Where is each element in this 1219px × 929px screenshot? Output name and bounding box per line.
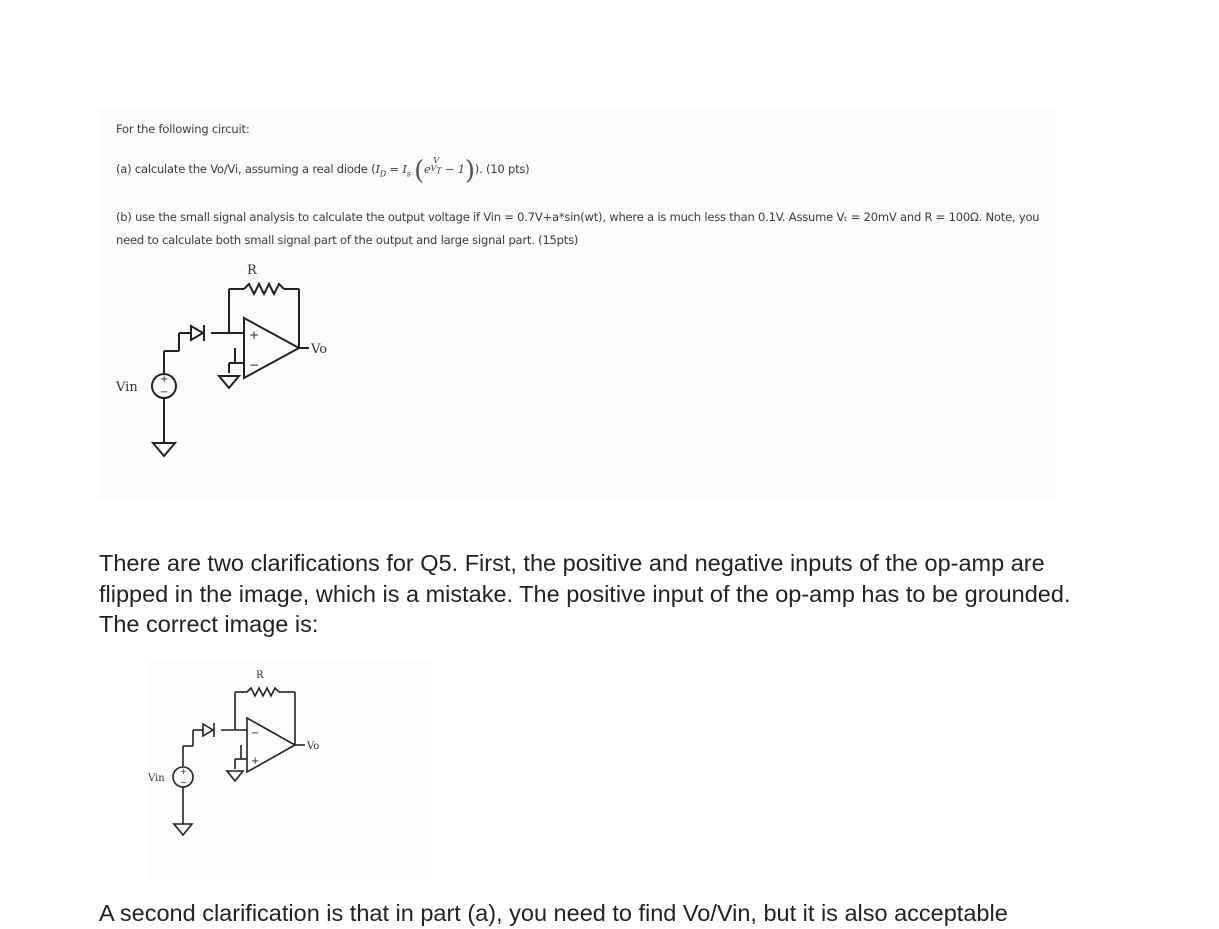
source-plus: + — [180, 767, 187, 776]
source-plus: + — [160, 374, 169, 385]
problem-figure — [99, 108, 1055, 500]
opamp-plus: + — [251, 756, 260, 767]
problem-intro: For the following circuit: — [116, 122, 250, 136]
input-label: Vin — [148, 773, 165, 784]
corrected-figure — [147, 660, 433, 880]
circuit-diagram-original — [99, 256, 359, 471]
ground-symbol-opamp — [227, 771, 243, 781]
input-label: Vin — [116, 380, 138, 395]
resistor-zigzag — [247, 688, 279, 696]
diode-symbol — [191, 326, 203, 340]
problem-part-a — [116, 156, 529, 186]
source-minus: − — [180, 778, 187, 787]
source-minus: − — [160, 387, 169, 398]
resistor-zigzag — [244, 284, 284, 294]
diode-formula: $I_D = I_s$ (eV $V_T - 1$) — [375, 156, 475, 186]
ground-symbol-opamp — [219, 376, 239, 388]
clarification-paragraph-2: A second clarification is that in part (a), you need to find Vo/Vin, but it is also acceptable — [99, 900, 1008, 926]
problem-part-b: (b) use the small signal analysis to calculate the output voltage if Vin = 0.7V+a*sin(wt), where a is much less than 0.1V. Assume Vₜ = 20mV and R = 100Ω. Note, you need to calculate both small signal part of the output and large signal part. (15pts) — [116, 210, 1040, 247]
opamp-minus: − — [249, 358, 260, 372]
output-label: Vo — [311, 342, 328, 357]
circuit-diagram-corrected — [147, 660, 433, 880]
part-a-prefix: (a) calculate the Vo/Vi, assuming a real diode ( — [116, 162, 376, 176]
opamp-minus: − — [251, 728, 260, 739]
clarification-paragraph: There are two clarifications for Q5. First, the positive and negative inputs of the op-amp are flipped in the image, which is a mistake. The positive input of the op-amp has to be grounded. The correct image is: — [99, 550, 1071, 637]
ground-symbol — [153, 443, 175, 456]
resistor-label: R — [247, 263, 257, 278]
resistor-label: R — [256, 670, 264, 681]
part-a-suffix: ). (10 pts) — [474, 162, 530, 176]
output-label: Vo — [307, 741, 320, 752]
ground-symbol — [174, 824, 192, 835]
diode-symbol — [203, 724, 213, 736]
opamp-plus: + — [249, 328, 260, 342]
